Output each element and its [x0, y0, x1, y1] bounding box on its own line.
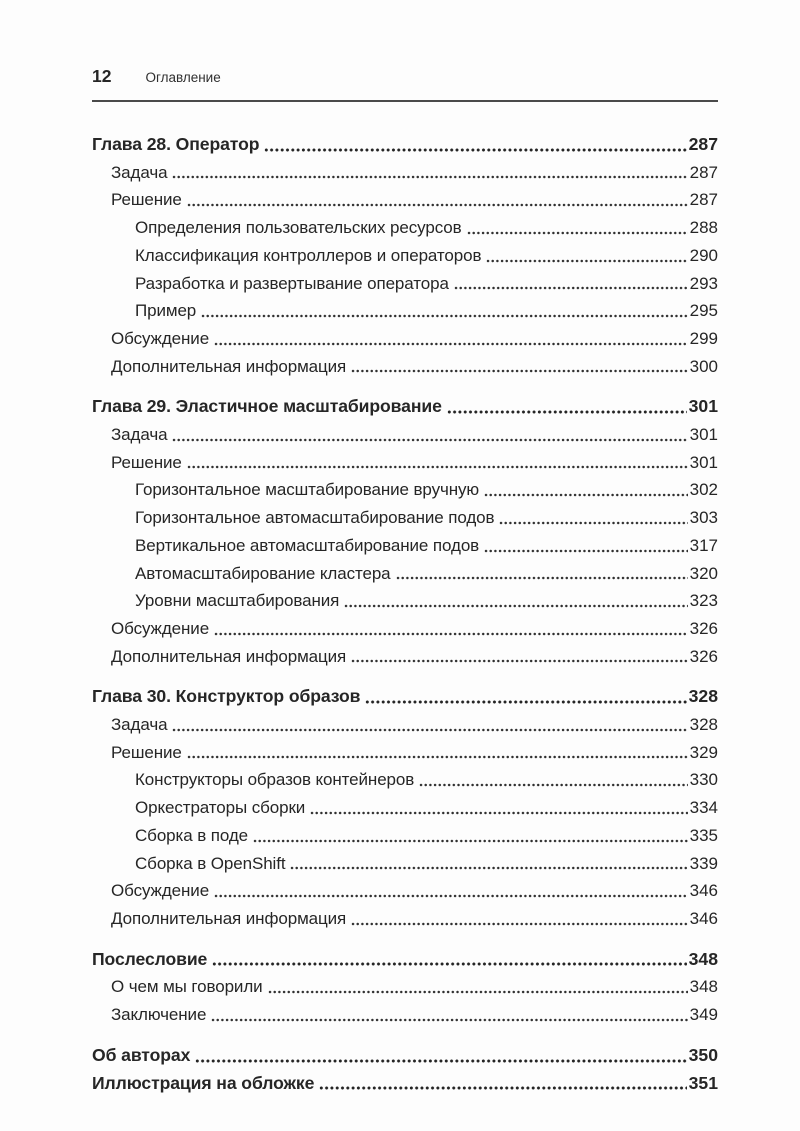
toc-entry: [92, 1070, 718, 1098]
toc-entry-page: 320: [689, 563, 718, 583]
toc-entry-label: Конструкторы образов контейнеров: [135, 770, 415, 790]
dot-leader: [214, 342, 688, 346]
dot-leader: [467, 231, 688, 235]
toc-entry-page: 300: [689, 356, 718, 376]
dot-leader: [253, 839, 688, 843]
toc-entry-label: Задача: [111, 715, 168, 735]
toc-entry: [92, 297, 718, 325]
toc-entry: [92, 711, 718, 739]
toc-entry-page: 348: [689, 977, 718, 997]
toc-entry-label: Решение: [111, 742, 182, 762]
toc-entry-page: 301: [688, 396, 718, 417]
toc-entry-page: 339: [689, 853, 718, 873]
toc-entry-page: 290: [689, 245, 718, 265]
toc-section: [92, 683, 718, 932]
dot-leader: [351, 369, 687, 373]
toc-entry-label: Сборка в OpenShift: [135, 853, 286, 873]
toc-section: [92, 131, 718, 380]
toc-entry-label: Задача: [111, 162, 168, 182]
dot-leader: [310, 811, 687, 815]
toc-entry-label: Заключение: [111, 1005, 207, 1025]
toc-entry-label: Решение: [111, 190, 182, 210]
toc-entry-label: Оркестраторы сборки: [135, 798, 306, 818]
toc-entry-page: 288: [689, 218, 718, 238]
toc-entry: [92, 131, 718, 159]
dot-leader: [351, 922, 687, 926]
dot-leader: [187, 465, 688, 469]
dot-leader: [211, 1018, 687, 1022]
toc-entry-page: 293: [689, 273, 718, 293]
dot-leader: [187, 203, 688, 207]
toc-entry-page: 350: [688, 1044, 718, 1065]
toc-entry-page: 295: [689, 301, 718, 321]
toc-entry-page: 328: [689, 715, 718, 735]
toc-entry: [92, 393, 718, 421]
toc-entry-label: О чем мы говорили: [111, 977, 263, 997]
toc-entry-label: Обсуждение: [111, 618, 210, 638]
toc-entry: [92, 1042, 718, 1070]
toc-entry-label: Автомасштабирование кластера: [135, 563, 391, 583]
toc-entry-label: Об авторах: [92, 1044, 191, 1065]
toc-entry-label: Сборка в поде: [135, 825, 249, 845]
page-content: [92, 66, 718, 1097]
toc-entry-page: 328: [688, 686, 718, 707]
toc-entry-label: Задача: [111, 425, 168, 445]
dot-leader: [447, 410, 687, 414]
dot-leader: [365, 700, 686, 704]
dot-leader: [499, 521, 687, 525]
toc-entry: [92, 421, 718, 449]
dot-leader: [214, 632, 688, 636]
toc-entry-page: 317: [689, 535, 718, 555]
toc-entry-page: 287: [689, 162, 718, 182]
toc-entry: [92, 532, 718, 560]
toc-entry: [92, 877, 718, 905]
toc-entry: [92, 186, 718, 214]
toc-entry-label: Дополнительная информация: [111, 356, 347, 376]
toc-entry-label: Глава 29. Эластичное масштабирование: [92, 396, 442, 417]
toc-entry-label: Вертикальное автомасштабирование подов: [135, 535, 480, 555]
toc-entry: [92, 159, 718, 187]
table-of-contents: [92, 131, 718, 1097]
toc-entry-page: 299: [689, 328, 718, 348]
dot-leader: [172, 175, 687, 179]
dot-leader: [484, 493, 688, 497]
dot-leader: [419, 783, 687, 787]
toc-section: [92, 393, 718, 670]
toc-entry: [92, 643, 718, 671]
toc-entry-page: 349: [689, 1005, 718, 1025]
toc-entry-page: 334: [689, 798, 718, 818]
dot-leader: [264, 148, 686, 152]
toc-entry-page: 326: [689, 646, 718, 666]
toc-entry-label: Горизонтальное автомасштабирование подов: [135, 508, 495, 528]
toc-entry-label: Дополнительная информация: [111, 908, 347, 928]
toc-entry-page: 303: [689, 508, 718, 528]
toc-entry-label: Горизонтальное масштабирование вручную: [135, 480, 480, 500]
toc-entry: [92, 560, 718, 588]
dot-leader: [290, 866, 687, 870]
toc-entry-label: Уровни масштабирования: [135, 591, 340, 611]
toc-entry-page: 329: [689, 742, 718, 762]
dot-leader: [172, 438, 687, 442]
toc-entry-label: Глава 30. Конструктор образов: [92, 686, 361, 707]
toc-entry-page: 348: [688, 948, 718, 969]
toc-entry-page: 335: [689, 825, 718, 845]
toc-entry: [92, 615, 718, 643]
toc-entry: [92, 850, 718, 878]
toc-entry: [92, 739, 718, 767]
toc-entry: [92, 905, 718, 933]
toc-entry-label: Обсуждение: [111, 881, 210, 901]
toc-entry: [92, 1001, 718, 1029]
toc-entry-label: Глава 28. Оператор: [92, 134, 260, 154]
toc-entry: [92, 325, 718, 353]
toc-entry-label: Обсуждение: [111, 328, 210, 348]
toc-entry: [92, 587, 718, 615]
toc-entry-page: 351: [688, 1072, 718, 1093]
toc-entry-page: 302: [689, 480, 718, 500]
toc-entry: [92, 946, 718, 974]
toc-entry-page: 346: [689, 908, 718, 928]
dot-leader: [351, 659, 687, 663]
toc-entry-page: 346: [689, 881, 718, 901]
dot-leader: [486, 259, 687, 263]
dot-leader: [187, 755, 688, 759]
toc-entry-label: Послесловие: [92, 948, 208, 969]
toc-entry: [92, 766, 718, 794]
page-number: 12: [92, 66, 112, 86]
dot-leader: [214, 894, 688, 898]
toc-entry: [92, 270, 718, 298]
toc-entry-label: Дополнительная информация: [111, 646, 347, 666]
toc-entry-label: Классификация контроллеров и операторов: [135, 245, 482, 265]
toc-entry-page: 287: [688, 134, 718, 154]
toc-entry: [92, 794, 718, 822]
toc-section: [92, 1042, 718, 1097]
page-header: [92, 66, 718, 102]
toc-entry: [92, 504, 718, 532]
toc-entry-label: Иллюстрация на обложке: [92, 1072, 315, 1093]
toc-entry-label: Решение: [111, 452, 182, 472]
toc-entry: [92, 242, 718, 270]
toc-entry-page: 301: [689, 452, 718, 472]
toc-section: [92, 946, 718, 1029]
running-title: Оглавление: [145, 70, 221, 85]
toc-entry-page: 287: [689, 190, 718, 210]
toc-entry-page: 326: [689, 618, 718, 638]
toc-entry-label: Пример: [135, 301, 197, 321]
toc-entry: [92, 683, 718, 711]
toc-entry: [92, 973, 718, 1001]
toc-entry: [92, 449, 718, 477]
toc-entry: [92, 214, 718, 242]
toc-entry-page: 301: [689, 425, 718, 445]
toc-entry-page: 323: [689, 591, 718, 611]
dot-leader: [396, 576, 688, 580]
toc-entry-page: 330: [689, 770, 718, 790]
dot-leader: [319, 1086, 686, 1090]
toc-entry-label: Определения пользовательских ресурсов: [135, 218, 462, 238]
dot-leader: [172, 728, 687, 732]
toc-entry: [92, 822, 718, 850]
dot-leader: [201, 314, 687, 318]
dot-leader: [268, 990, 688, 994]
toc-entry: [92, 476, 718, 504]
toc-entry-label: Разработка и развертывание оператора: [135, 273, 449, 293]
dot-leader: [344, 604, 687, 608]
dot-leader: [195, 1059, 686, 1063]
dot-leader: [484, 549, 688, 553]
dot-leader: [454, 286, 688, 290]
dot-leader: [212, 962, 686, 966]
toc-entry: [92, 353, 718, 381]
